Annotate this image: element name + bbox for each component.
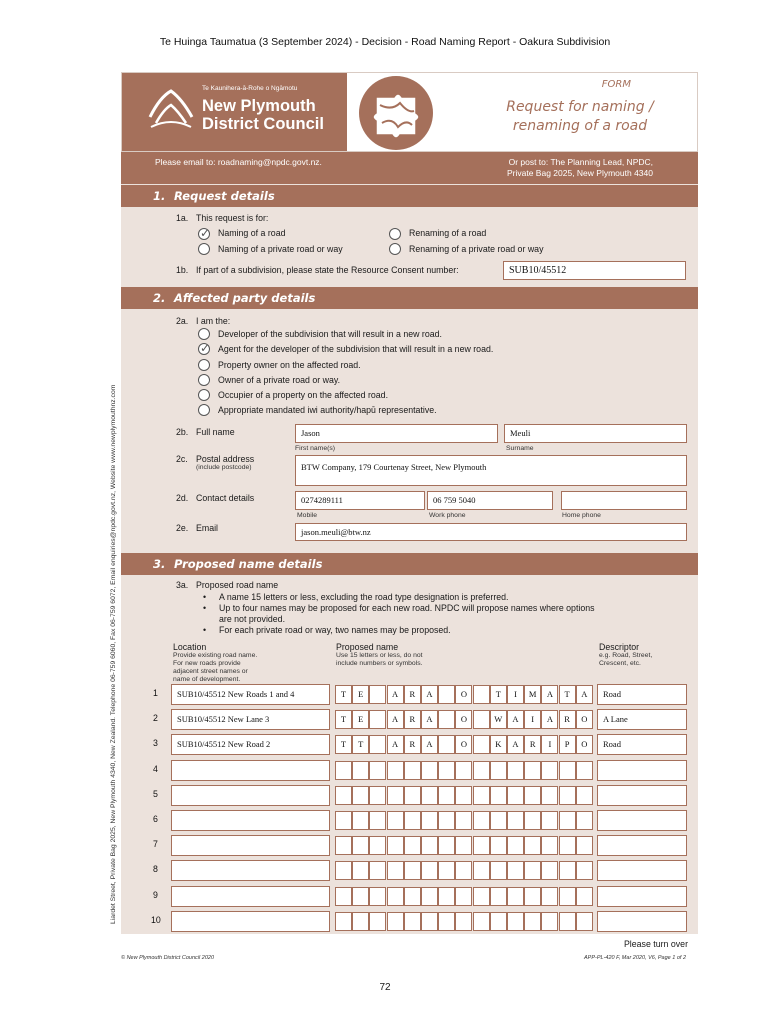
form-title-line1: Request for naming / [506, 99, 654, 115]
letter-cell[interactable] [507, 811, 524, 830]
radio-naming-private-road[interactable] [198, 243, 210, 255]
section-1-title: Request details [174, 189, 275, 203]
col-descriptor-header: Descriptor [599, 642, 640, 652]
form-title [485, 98, 675, 136]
letter-cell[interactable] [576, 811, 593, 830]
col-name-header: Proposed name [336, 642, 399, 652]
letter-cell[interactable] [559, 811, 576, 830]
letter-cell[interactable]: P [559, 735, 576, 754]
letter-cell[interactable] [335, 836, 352, 855]
q3a-label: Proposed road name [196, 580, 279, 590]
section-2-title: Affected party details [174, 291, 316, 305]
letter-cell[interactable] [473, 887, 490, 906]
bullet-icon: • [203, 603, 207, 613]
letter-cell[interactable] [369, 861, 386, 880]
letter-cell[interactable]: O [455, 735, 472, 754]
letter-cell[interactable] [387, 761, 404, 780]
letter-cell[interactable] [438, 786, 455, 805]
form-reference: APP-PL-420 F, Mar 2020, V6, Page 1 of 2 [584, 955, 687, 961]
copyright-text: © New Plymouth District Council 2020 [121, 955, 215, 961]
letter-cell[interactable] [421, 912, 438, 931]
letter-cell[interactable] [352, 761, 369, 780]
letter-cell[interactable] [576, 836, 593, 855]
option-agent: Agent for the developer of the subdivision that will result in a new road. [218, 344, 494, 354]
row-number: 2 [153, 713, 158, 724]
letter-cell[interactable] [524, 912, 541, 931]
radio-renaming-private-road[interactable] [389, 243, 401, 255]
letter-cell[interactable] [507, 887, 524, 906]
letter-cell[interactable] [438, 710, 455, 729]
letter-cell[interactable] [404, 811, 421, 830]
radio-iwi-representative[interactable] [198, 404, 210, 416]
mountain-logo-icon [148, 87, 194, 131]
option-iwi-representative: Appropriate mandated iwi authority/hapū representative. [218, 405, 437, 415]
letter-cell[interactable] [352, 811, 369, 830]
section-1-number: 1. [153, 189, 166, 203]
letter-cell[interactable] [369, 710, 386, 729]
letter-cell[interactable] [369, 836, 386, 855]
letter-cell[interactable] [576, 786, 593, 805]
letter-cell[interactable] [490, 887, 507, 906]
letter-cell[interactable]: A [421, 735, 438, 754]
q3a-number: 3a. [176, 580, 189, 590]
letter-cell[interactable] [404, 836, 421, 855]
letter-cell[interactable] [404, 887, 421, 906]
letter-cell[interactable]: O [455, 685, 472, 704]
letter-cell[interactable] [524, 836, 541, 855]
letter-cell[interactable] [541, 811, 558, 830]
row-number: 10 [151, 914, 161, 925]
letter-cell[interactable] [541, 861, 558, 880]
letter-cell[interactable] [421, 836, 438, 855]
letter-cell[interactable] [507, 912, 524, 931]
letter-cell[interactable] [559, 761, 576, 780]
q2b-number: 2b. [176, 427, 189, 437]
letter-cell[interactable]: I [507, 685, 524, 704]
letter-cell[interactable] [576, 861, 593, 880]
radio-agent[interactable] [198, 343, 210, 355]
letter-cell[interactable] [559, 887, 576, 906]
bullet-icon: • [203, 592, 207, 602]
letter-cell[interactable]: R [524, 735, 541, 754]
letter-cell[interactable] [369, 735, 386, 754]
letter-cell[interactable]: A [576, 685, 593, 704]
guideline-2-cont: are not provided. [219, 614, 286, 624]
col-descriptor-note-line: Crescent, etc. [599, 660, 641, 667]
letter-cell[interactable] [369, 786, 386, 805]
puzzle-map-icon [358, 75, 434, 151]
letter-cell[interactable] [387, 887, 404, 906]
letter-cell[interactable] [473, 912, 490, 931]
letter-cell[interactable] [455, 861, 472, 880]
letter-cell[interactable]: I [524, 710, 541, 729]
road-naming-form [121, 72, 698, 949]
letter-cell[interactable]: O [576, 710, 593, 729]
home-phone-field[interactable] [561, 491, 687, 510]
radio-property-owner[interactable] [198, 359, 210, 371]
letter-cell[interactable]: A [541, 710, 558, 729]
council-name [202, 97, 324, 133]
letter-cell[interactable] [335, 887, 352, 906]
letter-cell[interactable] [455, 836, 472, 855]
location-field[interactable] [171, 760, 330, 781]
q2b-label: Full name [196, 427, 235, 437]
letter-cell[interactable] [387, 836, 404, 855]
letter-cell[interactable]: A [507, 735, 524, 754]
letter-cell[interactable]: T [335, 685, 352, 704]
letter-cell[interactable] [559, 861, 576, 880]
council-brand [122, 73, 347, 151]
work-phone-caption: Work phone [429, 512, 466, 519]
form-title-line2: renaming of a road [512, 118, 648, 134]
letter-cell[interactable] [404, 912, 421, 931]
descriptor-field[interactable]: Road [597, 734, 687, 755]
col-name-note-line: Use 15 letters or less, do not [336, 652, 423, 659]
letter-cell[interactable] [352, 887, 369, 906]
descriptor-field[interactable] [597, 835, 687, 856]
checkmark-icon: ✓ [200, 226, 211, 240]
letter-cell[interactable] [576, 887, 593, 906]
letter-cell[interactable] [559, 786, 576, 805]
letter-cell[interactable]: W [490, 710, 507, 729]
radio-naming-road[interactable] [198, 228, 210, 240]
council-maori-name: Te Kaunihera-ā-Rohe o Ngāmotu [202, 85, 298, 92]
letter-cell[interactable]: R [404, 710, 421, 729]
q2c-number: 2c. [176, 454, 188, 464]
letter-cell[interactable] [507, 861, 524, 880]
col-name-note [336, 652, 423, 668]
radio-private-road-owner[interactable] [198, 374, 210, 386]
form-label: FORM [601, 79, 631, 90]
section-3-title: Proposed name details [174, 557, 323, 571]
checkmark-icon: ✓ [200, 341, 211, 355]
letter-cell[interactable] [473, 861, 490, 880]
letter-cell[interactable] [438, 836, 455, 855]
letter-cell[interactable] [507, 786, 524, 805]
letter-cell[interactable] [335, 912, 352, 931]
q2e-number: 2e. [176, 523, 189, 533]
letter-cell[interactable] [404, 786, 421, 805]
letter-cell[interactable] [404, 761, 421, 780]
letter-cell[interactable] [490, 761, 507, 780]
option-renaming-private-road: Renaming of a private road or way [409, 244, 544, 254]
section-3-number: 3. [153, 557, 166, 571]
letter-cell[interactable] [438, 861, 455, 880]
guideline-3: For each private road or way, two names may be proposed. [219, 625, 451, 635]
location-field[interactable] [171, 886, 330, 907]
page-number: 72 [379, 982, 391, 993]
letter-cell[interactable]: A [387, 735, 404, 754]
letter-cell[interactable] [473, 710, 490, 729]
letter-cell[interactable] [369, 761, 386, 780]
letter-cell[interactable] [421, 887, 438, 906]
letter-cell[interactable]: R [404, 735, 421, 754]
letter-cell[interactable]: M [524, 685, 541, 704]
location-field[interactable] [171, 785, 330, 806]
contact-bar [121, 152, 698, 184]
letter-cell[interactable] [507, 761, 524, 780]
surname-caption: Surname [506, 445, 534, 452]
letter-cell[interactable] [387, 912, 404, 931]
letter-cell[interactable]: O [576, 735, 593, 754]
letter-cell[interactable] [352, 912, 369, 931]
letter-cell[interactable] [404, 861, 421, 880]
radio-renaming-road[interactable] [389, 228, 401, 240]
letter-cell[interactable] [473, 786, 490, 805]
location-field[interactable] [171, 860, 330, 881]
letter-cell[interactable] [473, 685, 490, 704]
email-field[interactable]: jason.meuli@btw.nz [295, 523, 687, 541]
col-location-note-line: adjacent street names or [173, 668, 248, 675]
letter-cell[interactable] [524, 811, 541, 830]
guideline-1: A name 15 letters or less, excluding the road type designation is preferred. [219, 592, 509, 602]
letter-cell[interactable] [387, 786, 404, 805]
letter-cell[interactable]: T [352, 735, 369, 754]
section-2-number: 2. [153, 291, 166, 305]
letter-cell[interactable] [352, 861, 369, 880]
col-descriptor-note-line: e.g. Road, Street, [599, 652, 653, 659]
section-1-header [121, 185, 698, 207]
contact-post-line2: Private Bag 2025, New Plymouth 4340 [506, 168, 653, 178]
letter-cell[interactable] [576, 912, 593, 931]
letter-cell[interactable]: A [387, 685, 404, 704]
letter-cell[interactable] [387, 861, 404, 880]
option-occupier: Occupier of a property on the affected road. [218, 390, 389, 400]
letter-cell[interactable]: T [335, 735, 352, 754]
letter-cell[interactable] [507, 836, 524, 855]
letter-cell[interactable] [438, 685, 455, 704]
row-number: 8 [153, 864, 158, 875]
q2e-label: Email [196, 523, 218, 533]
mobile-caption: Mobile [297, 512, 318, 519]
letter-cell[interactable] [473, 836, 490, 855]
location-field[interactable]: SUB10/45512 New Lane 3 [171, 709, 330, 730]
letter-cell[interactable] [473, 735, 490, 754]
letter-cell[interactable] [473, 761, 490, 780]
side-contact-text: Liardet Street, Private Bag 2025, New Plymouth 4340, New Zealand. Telephone 06-759 6060, Fax 06-759 6072, Email enquiries@npdc.govt.nz, Website www.newplymouthnz.com [110, 384, 117, 924]
q1a-number: 1a. [176, 213, 189, 223]
letter-cell[interactable] [421, 761, 438, 780]
letter-cell[interactable] [559, 912, 576, 931]
option-renaming-road: Renaming of a road [409, 228, 487, 238]
q2d-label: Contact details [196, 493, 255, 503]
col-location-header: Location [173, 642, 207, 652]
col-name-note-line: include numbers or symbols. [336, 660, 423, 667]
row-number: 3 [153, 738, 158, 749]
q1b-label: If part of a subdivision, please state the Resource Consent number: [196, 265, 459, 275]
letter-cell[interactable] [421, 811, 438, 830]
contact-post-text [507, 157, 653, 179]
option-property-owner: Property owner on the affected road. [218, 360, 361, 370]
descriptor-field[interactable] [597, 860, 687, 881]
bullet-icon: • [203, 625, 207, 635]
letter-cell[interactable]: T [559, 685, 576, 704]
location-field[interactable]: SUB10/45512 New Road 2 [171, 734, 330, 755]
letter-cell[interactable] [438, 735, 455, 754]
letter-cell[interactable] [369, 912, 386, 931]
row-number: 4 [153, 763, 158, 774]
letter-cell[interactable] [473, 811, 490, 830]
letter-cell[interactable] [455, 912, 472, 931]
option-private-road-owner: Owner of a private road or way. [218, 375, 341, 385]
row-number: 9 [153, 889, 158, 900]
letter-cell[interactable] [541, 836, 558, 855]
descriptor-field[interactable] [597, 911, 687, 932]
letter-cell[interactable]: A [421, 685, 438, 704]
letter-cell[interactable] [438, 912, 455, 931]
q1b-number: 1b. [176, 265, 189, 275]
location-field[interactable]: SUB10/45512 New Roads 1 and 4 [171, 684, 330, 705]
letter-cell[interactable] [369, 887, 386, 906]
col-location-note-line: name of development. [173, 676, 241, 683]
descriptor-field[interactable] [597, 760, 687, 781]
descriptor-field[interactable]: A Lane [597, 709, 687, 730]
letter-cell[interactable] [387, 811, 404, 830]
letter-cell[interactable] [438, 761, 455, 780]
location-field[interactable] [171, 835, 330, 856]
row-number: 6 [153, 814, 158, 824]
col-location-note-line: For new roads provide [173, 660, 241, 667]
letter-cell[interactable] [335, 786, 352, 805]
q2c-sublabel: (include postcode) [196, 464, 252, 471]
descriptor-field[interactable] [597, 810, 687, 831]
descriptor-field[interactable] [597, 886, 687, 907]
letter-cell[interactable]: A [541, 685, 558, 704]
section-3-header [121, 553, 698, 575]
letter-cell[interactable] [455, 761, 472, 780]
letter-cell[interactable] [576, 761, 593, 780]
letter-cell[interactable] [455, 811, 472, 830]
letter-cell[interactable]: E [352, 685, 369, 704]
letter-cell[interactable]: K [490, 735, 507, 754]
letter-cell[interactable]: A [507, 710, 524, 729]
letter-cell[interactable] [559, 836, 576, 855]
row-number: 7 [153, 839, 158, 850]
letter-cell[interactable]: I [541, 735, 558, 754]
letter-cell[interactable]: A [387, 710, 404, 729]
form-banner [121, 72, 698, 152]
letter-cell[interactable] [524, 887, 541, 906]
letter-cell[interactable] [541, 761, 558, 780]
q2a-label: I am the: [196, 316, 231, 326]
letter-cell[interactable] [352, 786, 369, 805]
option-naming-private-road: Naming of a private road or way [218, 244, 343, 254]
letter-cell[interactable] [490, 912, 507, 931]
work-phone-field[interactable]: 06 759 5040 [427, 491, 553, 510]
home-phone-caption: Home phone [562, 512, 601, 519]
letter-cell[interactable] [524, 761, 541, 780]
option-developer: Developer of the subdivision that will result in a new road. [218, 329, 442, 339]
descriptor-field[interactable] [597, 785, 687, 806]
col-location-note [173, 652, 257, 684]
letter-cell[interactable] [455, 887, 472, 906]
letter-cell[interactable]: A [421, 710, 438, 729]
letter-cell[interactable] [541, 887, 558, 906]
radio-developer[interactable] [198, 328, 210, 340]
row-number: 1 [153, 688, 158, 698]
contact-email-text: Please email to: roadnaming@npdc.govt.nz. [155, 157, 322, 167]
letter-cell[interactable] [490, 836, 507, 855]
letter-cell[interactable] [335, 811, 352, 830]
contact-post-line1: Or post to: The Planning Lead, NPDC, [508, 157, 653, 167]
descriptor-field[interactable]: Road [597, 684, 687, 705]
letter-cell[interactable] [335, 761, 352, 780]
letter-cell[interactable]: E [352, 710, 369, 729]
surname-field[interactable]: Meuli [504, 424, 687, 443]
letter-cell[interactable] [335, 861, 352, 880]
letter-cell[interactable] [438, 887, 455, 906]
letter-cell[interactable]: O [455, 710, 472, 729]
letter-cell[interactable] [455, 786, 472, 805]
letter-cell[interactable] [369, 811, 386, 830]
q2d-number: 2d. [176, 493, 189, 503]
letter-cell[interactable]: R [559, 710, 576, 729]
please-turn-over: Please turn over [623, 939, 688, 949]
letter-cell[interactable] [524, 861, 541, 880]
council-name-line1: New Plymouth [202, 97, 316, 115]
guideline-2: Up to four names may be proposed for each new road. NPDC will propose names where options [219, 603, 595, 613]
letter-cell[interactable] [490, 786, 507, 805]
letter-cell[interactable]: T [490, 685, 507, 704]
mobile-field[interactable]: 0274289111 [295, 491, 425, 510]
q2a-number: 2a. [176, 316, 189, 326]
letter-cell[interactable] [352, 836, 369, 855]
letter-cell[interactable] [490, 811, 507, 830]
letter-cell[interactable]: T [335, 710, 352, 729]
location-field[interactable] [171, 810, 330, 831]
letter-cell[interactable] [541, 912, 558, 931]
first-name-field[interactable]: Jason [295, 424, 498, 443]
section-2-header [121, 287, 698, 309]
letter-cell[interactable]: R [404, 685, 421, 704]
col-descriptor-note [599, 652, 652, 668]
q1a-label: This request is for: [196, 213, 269, 223]
letter-cell[interactable] [421, 786, 438, 805]
letter-cell[interactable] [421, 861, 438, 880]
radio-occupier[interactable] [198, 389, 210, 401]
letter-cell[interactable] [541, 786, 558, 805]
document-header: Te Huinga Taumatua (3 September 2024) - Decision - Road Naming Report - Oakura Subdivision [159, 36, 611, 48]
letter-cell[interactable] [490, 861, 507, 880]
council-name-line2: District Council [202, 115, 324, 133]
letter-cell[interactable] [524, 786, 541, 805]
option-naming-road: Naming of a road [218, 228, 286, 238]
col-location-note-line: Provide existing road name. [173, 652, 258, 659]
consent-number-field[interactable]: SUB10/45512 [503, 261, 686, 280]
row-number: 5 [153, 788, 158, 799]
letter-cell[interactable] [369, 685, 386, 704]
q2c-label: Postal address [196, 454, 255, 464]
first-name-caption: First name(s) [295, 445, 336, 452]
postal-address-field[interactable]: BTW Company, 179 Courtenay Street, New Plymouth [295, 455, 687, 486]
letter-cell[interactable] [438, 811, 455, 830]
location-field[interactable] [171, 911, 330, 932]
